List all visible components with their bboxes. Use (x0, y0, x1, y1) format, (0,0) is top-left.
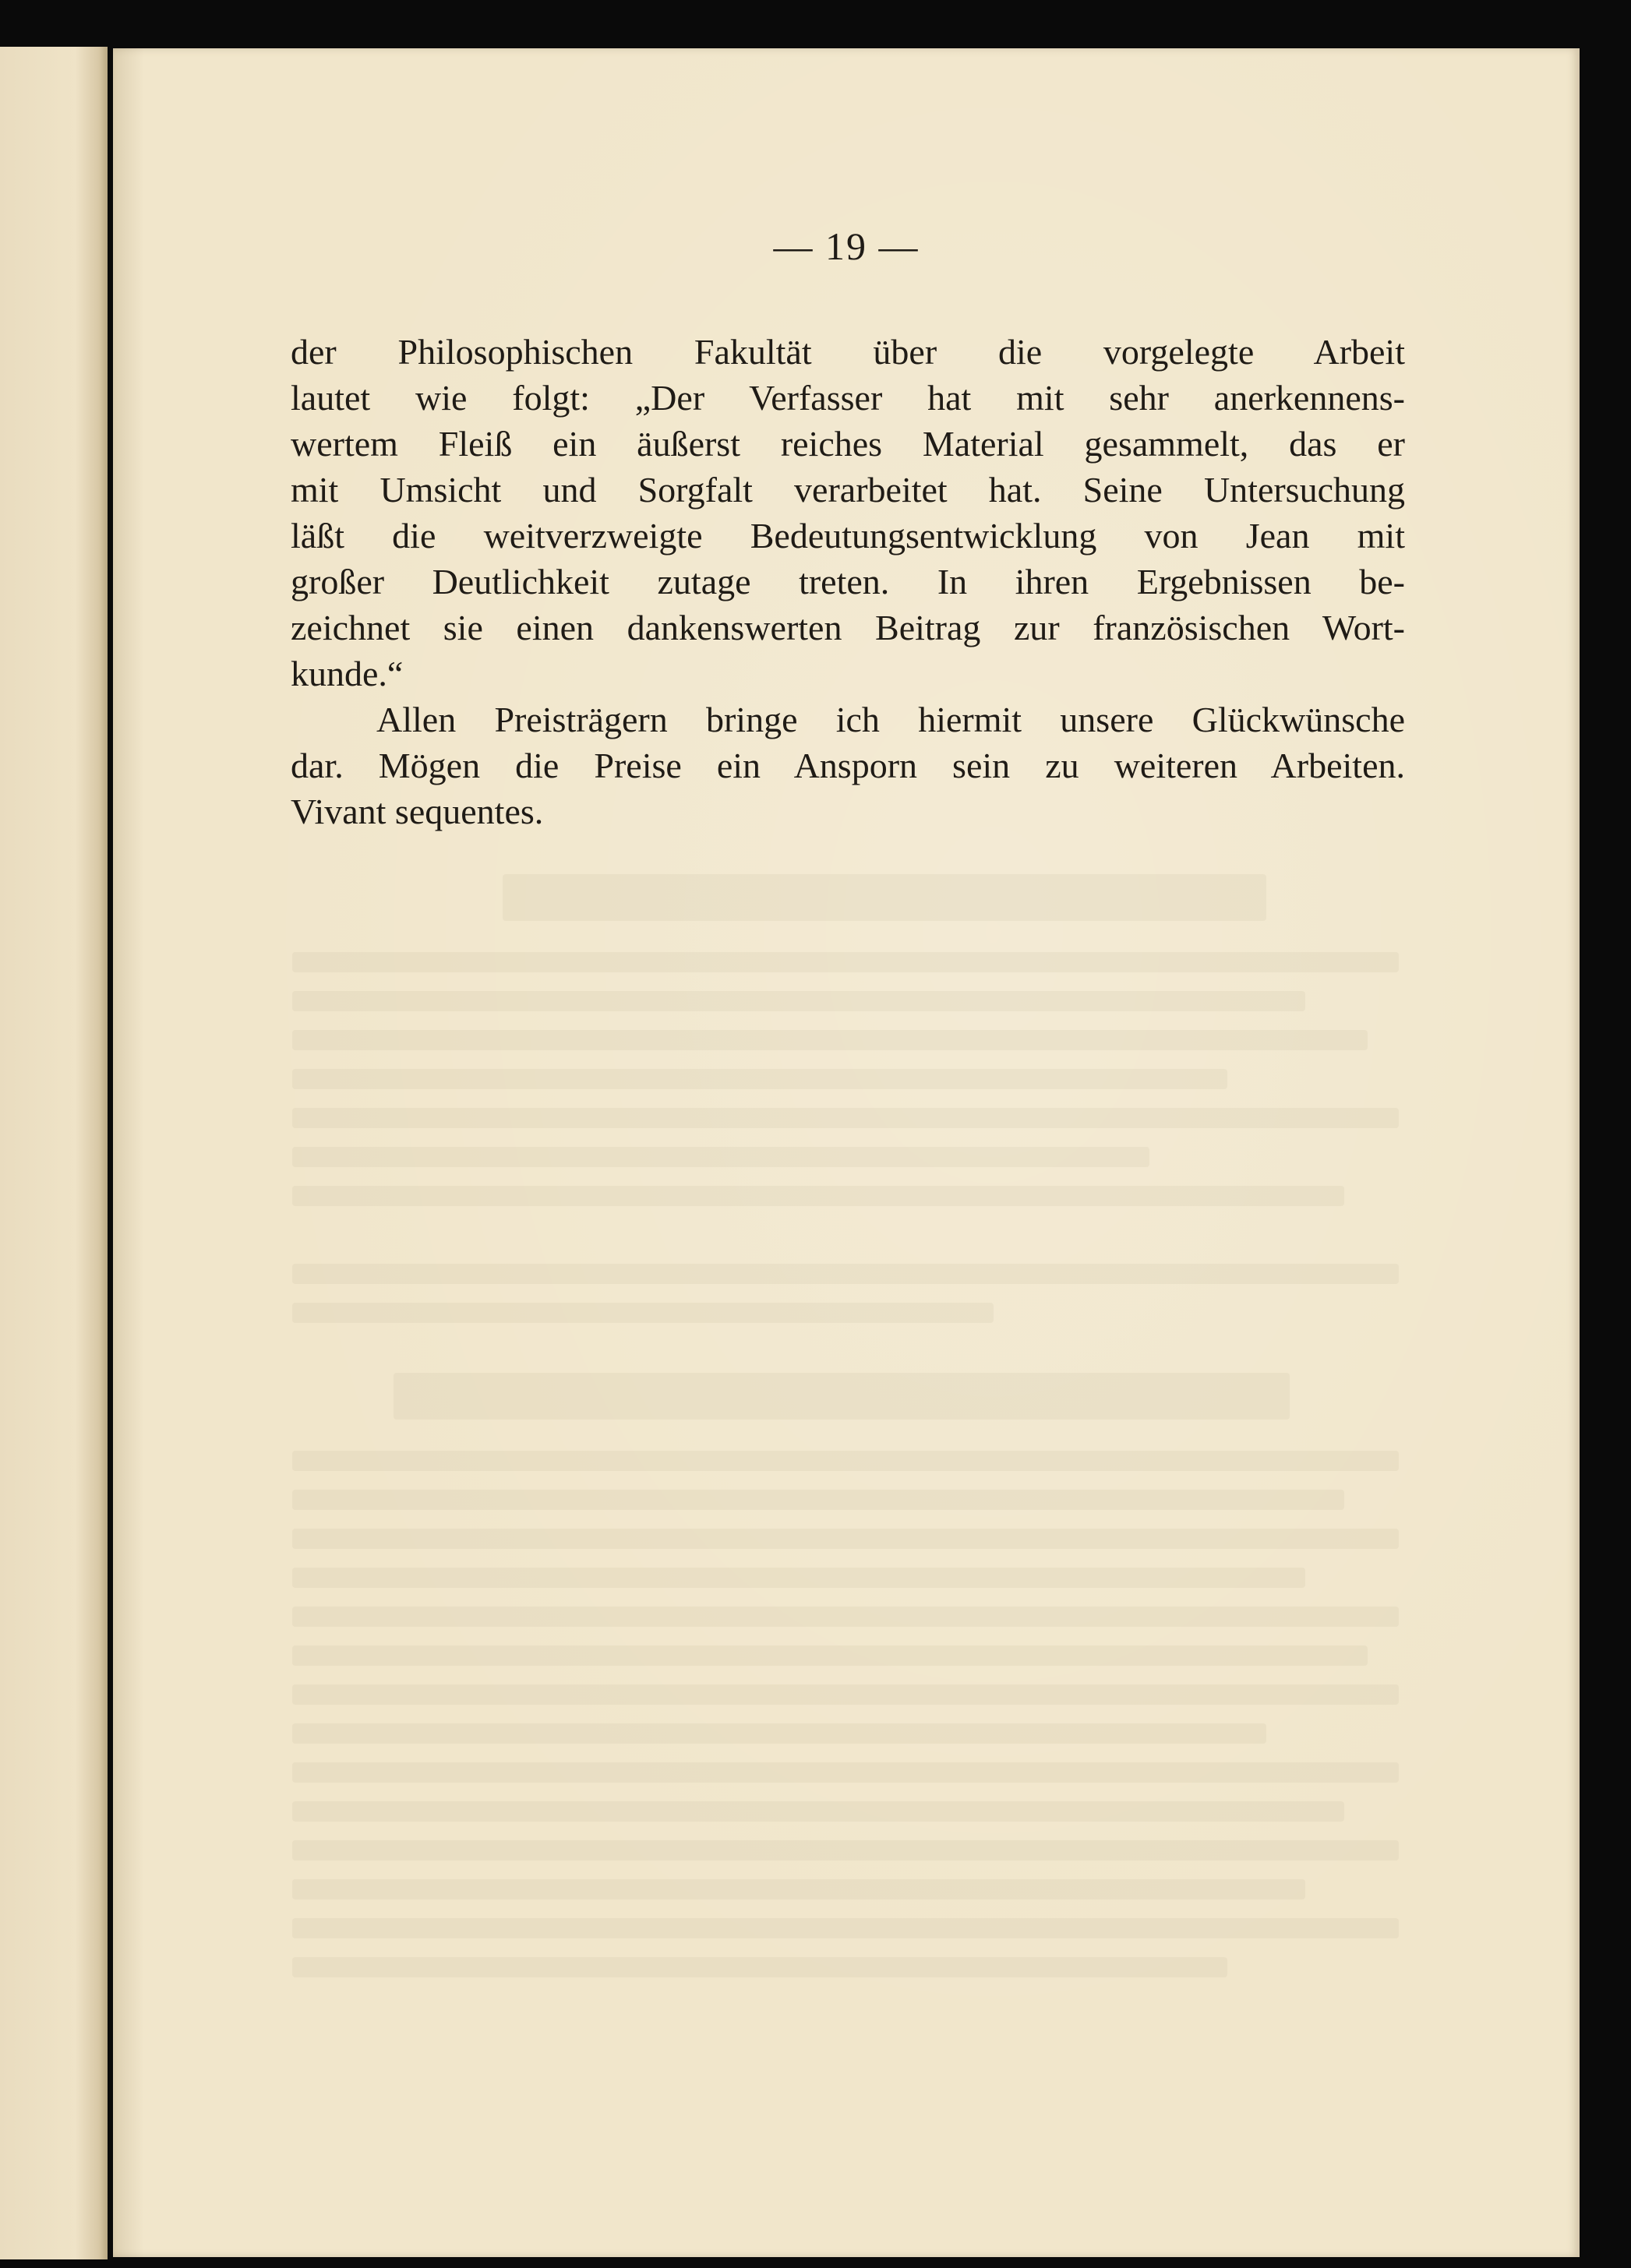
show-through-line (292, 952, 1399, 972)
text-line: mit Umsicht und Sorgfalt verarbeitet hat. Seine Untersuchung (291, 470, 1405, 510)
paragraph (291, 697, 1405, 834)
body-text (291, 329, 1405, 834)
show-through-line (292, 1840, 1399, 1861)
show-through-line (292, 1069, 1227, 1089)
text-line: lautet wie folgt: „Der Verfasser hat mit sehr anerkennens- (291, 378, 1405, 418)
show-through-line (292, 1264, 1399, 1284)
show-through-line (292, 1879, 1305, 1899)
book-page (113, 48, 1580, 2257)
page-number: — 19 — (773, 224, 920, 268)
paragraph (291, 329, 1405, 697)
show-through-line (292, 1108, 1399, 1128)
show-through-line (292, 1918, 1399, 1938)
show-through-line (292, 1186, 1344, 1206)
show-through-line (292, 1529, 1399, 1549)
text-line: kunde.“ (291, 654, 404, 693)
show-through-line (292, 1684, 1399, 1705)
show-through-line (292, 1490, 1344, 1510)
show-through-line (292, 1645, 1368, 1666)
show-through-line (292, 1762, 1399, 1783)
text-line: der Philosophischen Fakultät über die vorgelegte Arbeit (291, 332, 1405, 372)
show-through-line (292, 1723, 1266, 1744)
show-through-line (292, 1801, 1344, 1822)
text-line: großer Deutlichkeit zutage treten. In ihren Ergebnissen be- (291, 562, 1405, 601)
show-through-line (292, 1568, 1305, 1588)
show-through-heading (394, 1373, 1290, 1420)
show-through-line (292, 1147, 1149, 1167)
facing-page-edge (0, 47, 108, 2259)
text-line: Allen Preisträgern bringe ich hiermit unsere Glückwünsche (376, 700, 1405, 739)
show-through-line (292, 991, 1305, 1011)
show-through-line (292, 1957, 1227, 1977)
text-line: wertem Fleiß ein äußerst reiches Material gesammelt, das er (291, 424, 1405, 464)
show-through-line (292, 1303, 994, 1323)
text-line: zeichnet sie einen dankenswerten Beitrag zur französischen Wort- (291, 608, 1405, 647)
text-line: läßt die weitverzweigte Bedeutungsentwicklung von Jean mit (291, 516, 1405, 556)
show-through-line (292, 1607, 1399, 1627)
text-line: dar. Mögen die Preise ein Ansporn sein zu weiteren Arbeiten. (291, 746, 1405, 785)
show-through-line (292, 1451, 1399, 1471)
show-through-line (292, 1030, 1368, 1050)
show-through-heading (503, 874, 1266, 921)
text-line: Vivant sequentes. (291, 792, 544, 831)
